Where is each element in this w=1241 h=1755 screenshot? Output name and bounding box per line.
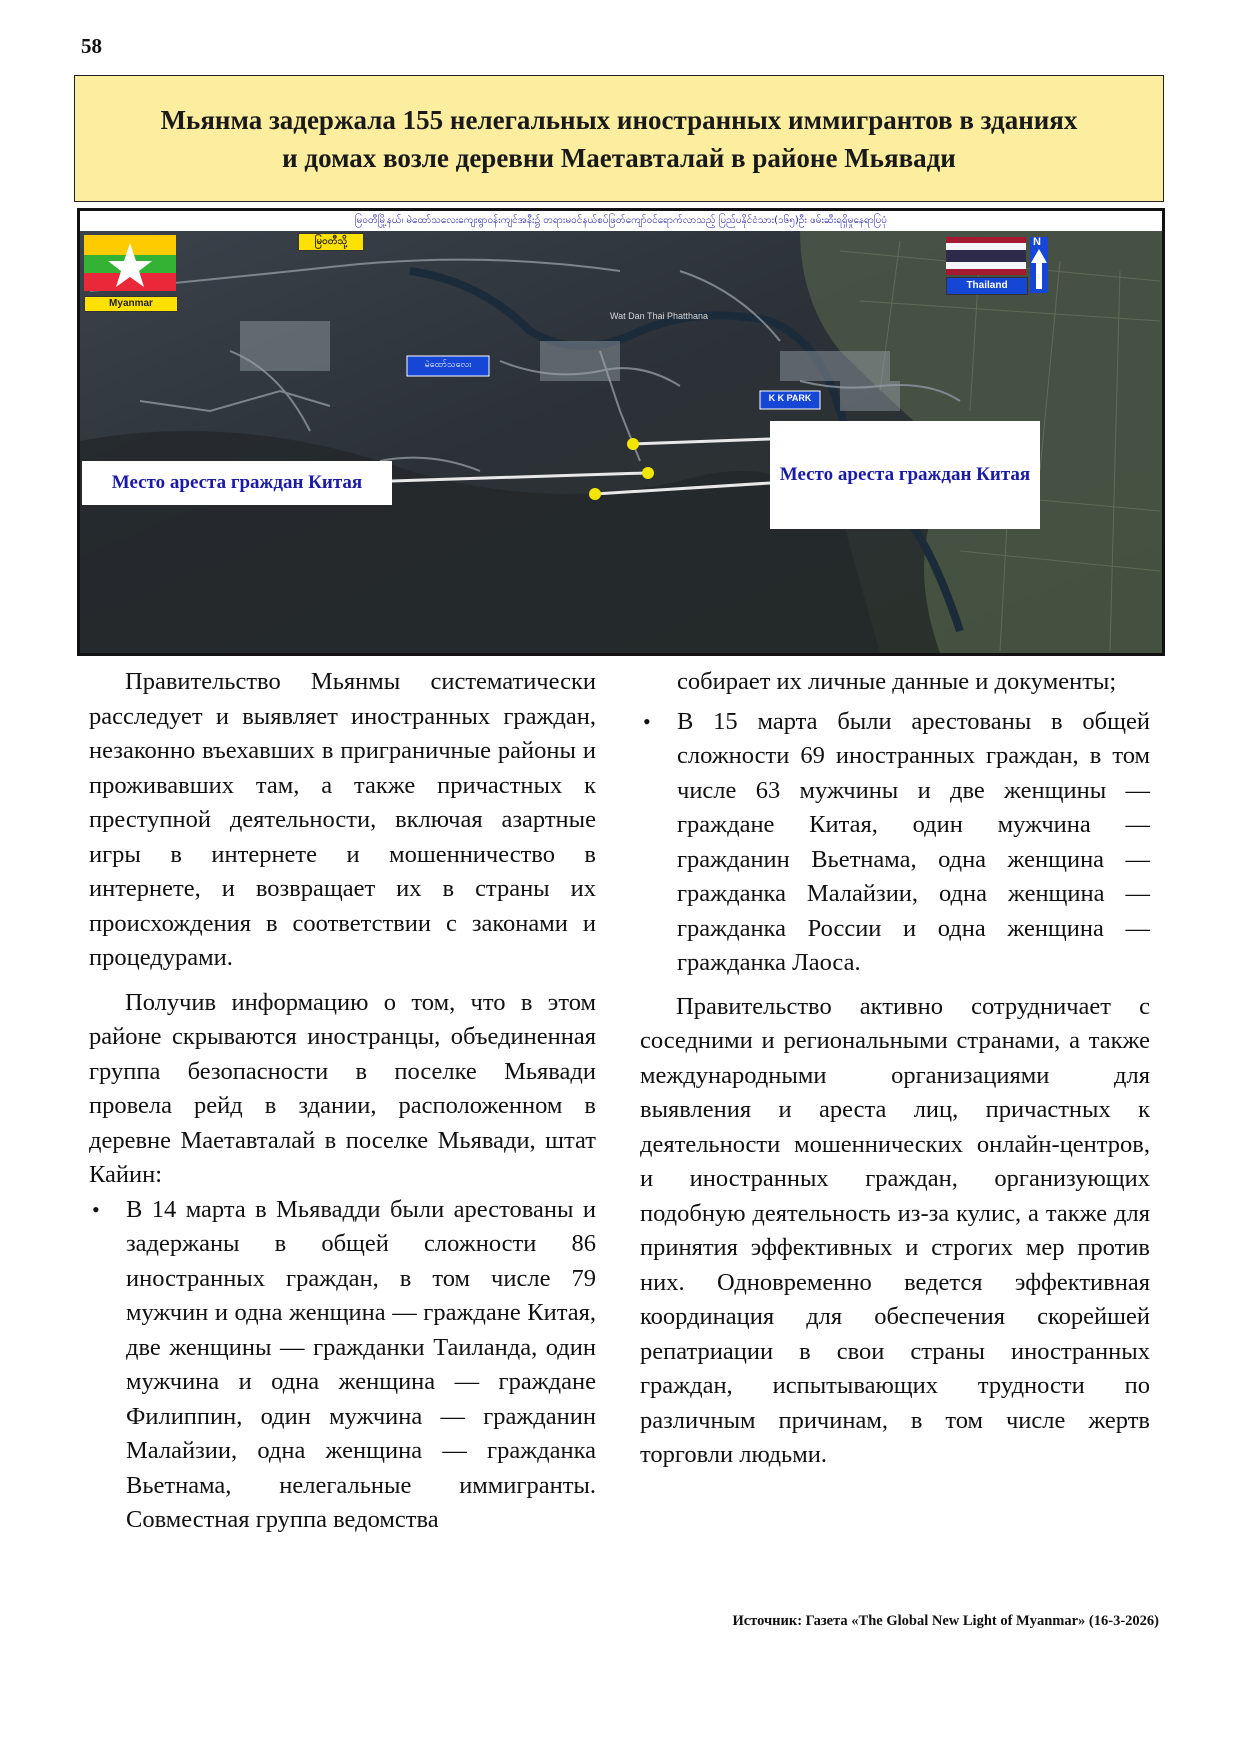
north-label: N — [1033, 236, 1041, 248]
myanmar-label: Myanmar — [84, 296, 178, 312]
bullet-march-15: • В 15 марта были арестованы в общей сложности 69 иностранных граждан, в том числе 63 мужчины и две женщины — граждане Китая, один мужчина — гражданин Вьетнама, одна женщина — гражданка Малайзии, одна женщина — гражданка России и одна женщина — гражданка Лаоса. — [640, 705, 1150, 981]
thailand-flag — [946, 237, 1026, 275]
thailand-label: Thailand — [946, 277, 1028, 295]
title-line-2: и домах возле деревни Маетавталай в районе Мьявади — [282, 142, 956, 173]
arrest-label-left: Место ареста граждан Китая — [82, 461, 392, 505]
page-number: 58 — [81, 34, 102, 58]
paragraph-1: Правительство Мьянмы систематически расследует и выявляет иностранных граждан, незаконно въехавших в приграничные районы и проживавших там, а также причастных к преступной деятельности, включая азартные игры в интернете и мошенничество в интернете, и возвращает их в страны их происхождения в соответствии с законами и процедурами. — [89, 668, 596, 971]
arrest-label-right: Место ареста граждан Китая — [770, 421, 1040, 529]
article-title — [161, 101, 1078, 177]
left-column — [89, 665, 596, 1538]
wat-label: Wat Dan Thai Phatthana — [610, 311, 709, 321]
continuation-text: собирает их личные данные и документы; — [677, 668, 1117, 695]
bullet-list-1 — [89, 1193, 596, 1538]
arrest-marker-3 — [589, 488, 601, 500]
source-citation: Источник: Газета «The Global New Light of Myanmar» (16-3-2026) — [732, 1613, 1159, 1629]
satellite-map — [77, 208, 1165, 656]
arrest-marker-1 — [627, 438, 639, 450]
bullet-march-14: • В 14 марта в Мьявадди были арестованы и задержаны в общей сложности 86 иностранных граждан, в том числе 79 мужчин и одна женщина — граждане Китая, две женщины — гражданки Таиланда, один мужчина и одна женщина — граждане Филиппин, один мужчина — гражданин Малайзии, одна женщина — гражданка Вьетнама, нелегальные иммигранты. Совместная группа ведомства — [89, 1193, 596, 1538]
arrest-marker-2 — [642, 467, 654, 479]
kk-park-label: K K PARK — [768, 393, 812, 403]
village-label: မဲထော်သလေး — [424, 360, 472, 370]
paragraph-3: Правительство активно сотрудничает с соседними и региональными странами, а также международными организациями для выявления и ареста лиц, причастных к деятельности мошеннических онлайн-центров, и иностранных граждан, организующих подобную деятельность из-за кулис, а также для принятия эффективных и строгих мер против них. Одновременно ведется эффективная координация для обеспечения скорейшей репатриации в свои страны иностранных граждан, испытывающих трудности по различным причинам, в том числе жертв торговли людьми. — [640, 992, 1150, 1468]
title-line-1: Мьянма задержала 155 нелегальных иностранных иммигрантов в зданиях — [160, 104, 1078, 135]
myawaddy-label: မြဝတီသို့ — [298, 233, 364, 251]
paragraph-2: Получив информацию о том, что в этом районе скрываются иностранцы, объединенная группа безопасности в поселке Мьявади провела рейд в здании, расположенном в деревне Маетавталай в поселке Мьявади, штат Кайин: — [89, 988, 596, 1188]
myanmar-flag — [84, 235, 176, 291]
right-column — [640, 665, 1150, 1473]
bullet-list-2 — [640, 705, 1150, 981]
map-banner: မြဝတီမြို့နယ်၊ မဲထော်သလေးကျေးရွာဝန်းကျင်အနီး၌ တရားမဝင်နယ်စပ်ဖြတ်ကျော်ဝင်ရောက်လာသည့် ပြည်ပနိုင်ငံသား(၁၆၅)ဦး ဖမ်းဆီးရရှိမှုနေရာပြပုံ — [355, 215, 887, 226]
title-box — [74, 75, 1164, 202]
